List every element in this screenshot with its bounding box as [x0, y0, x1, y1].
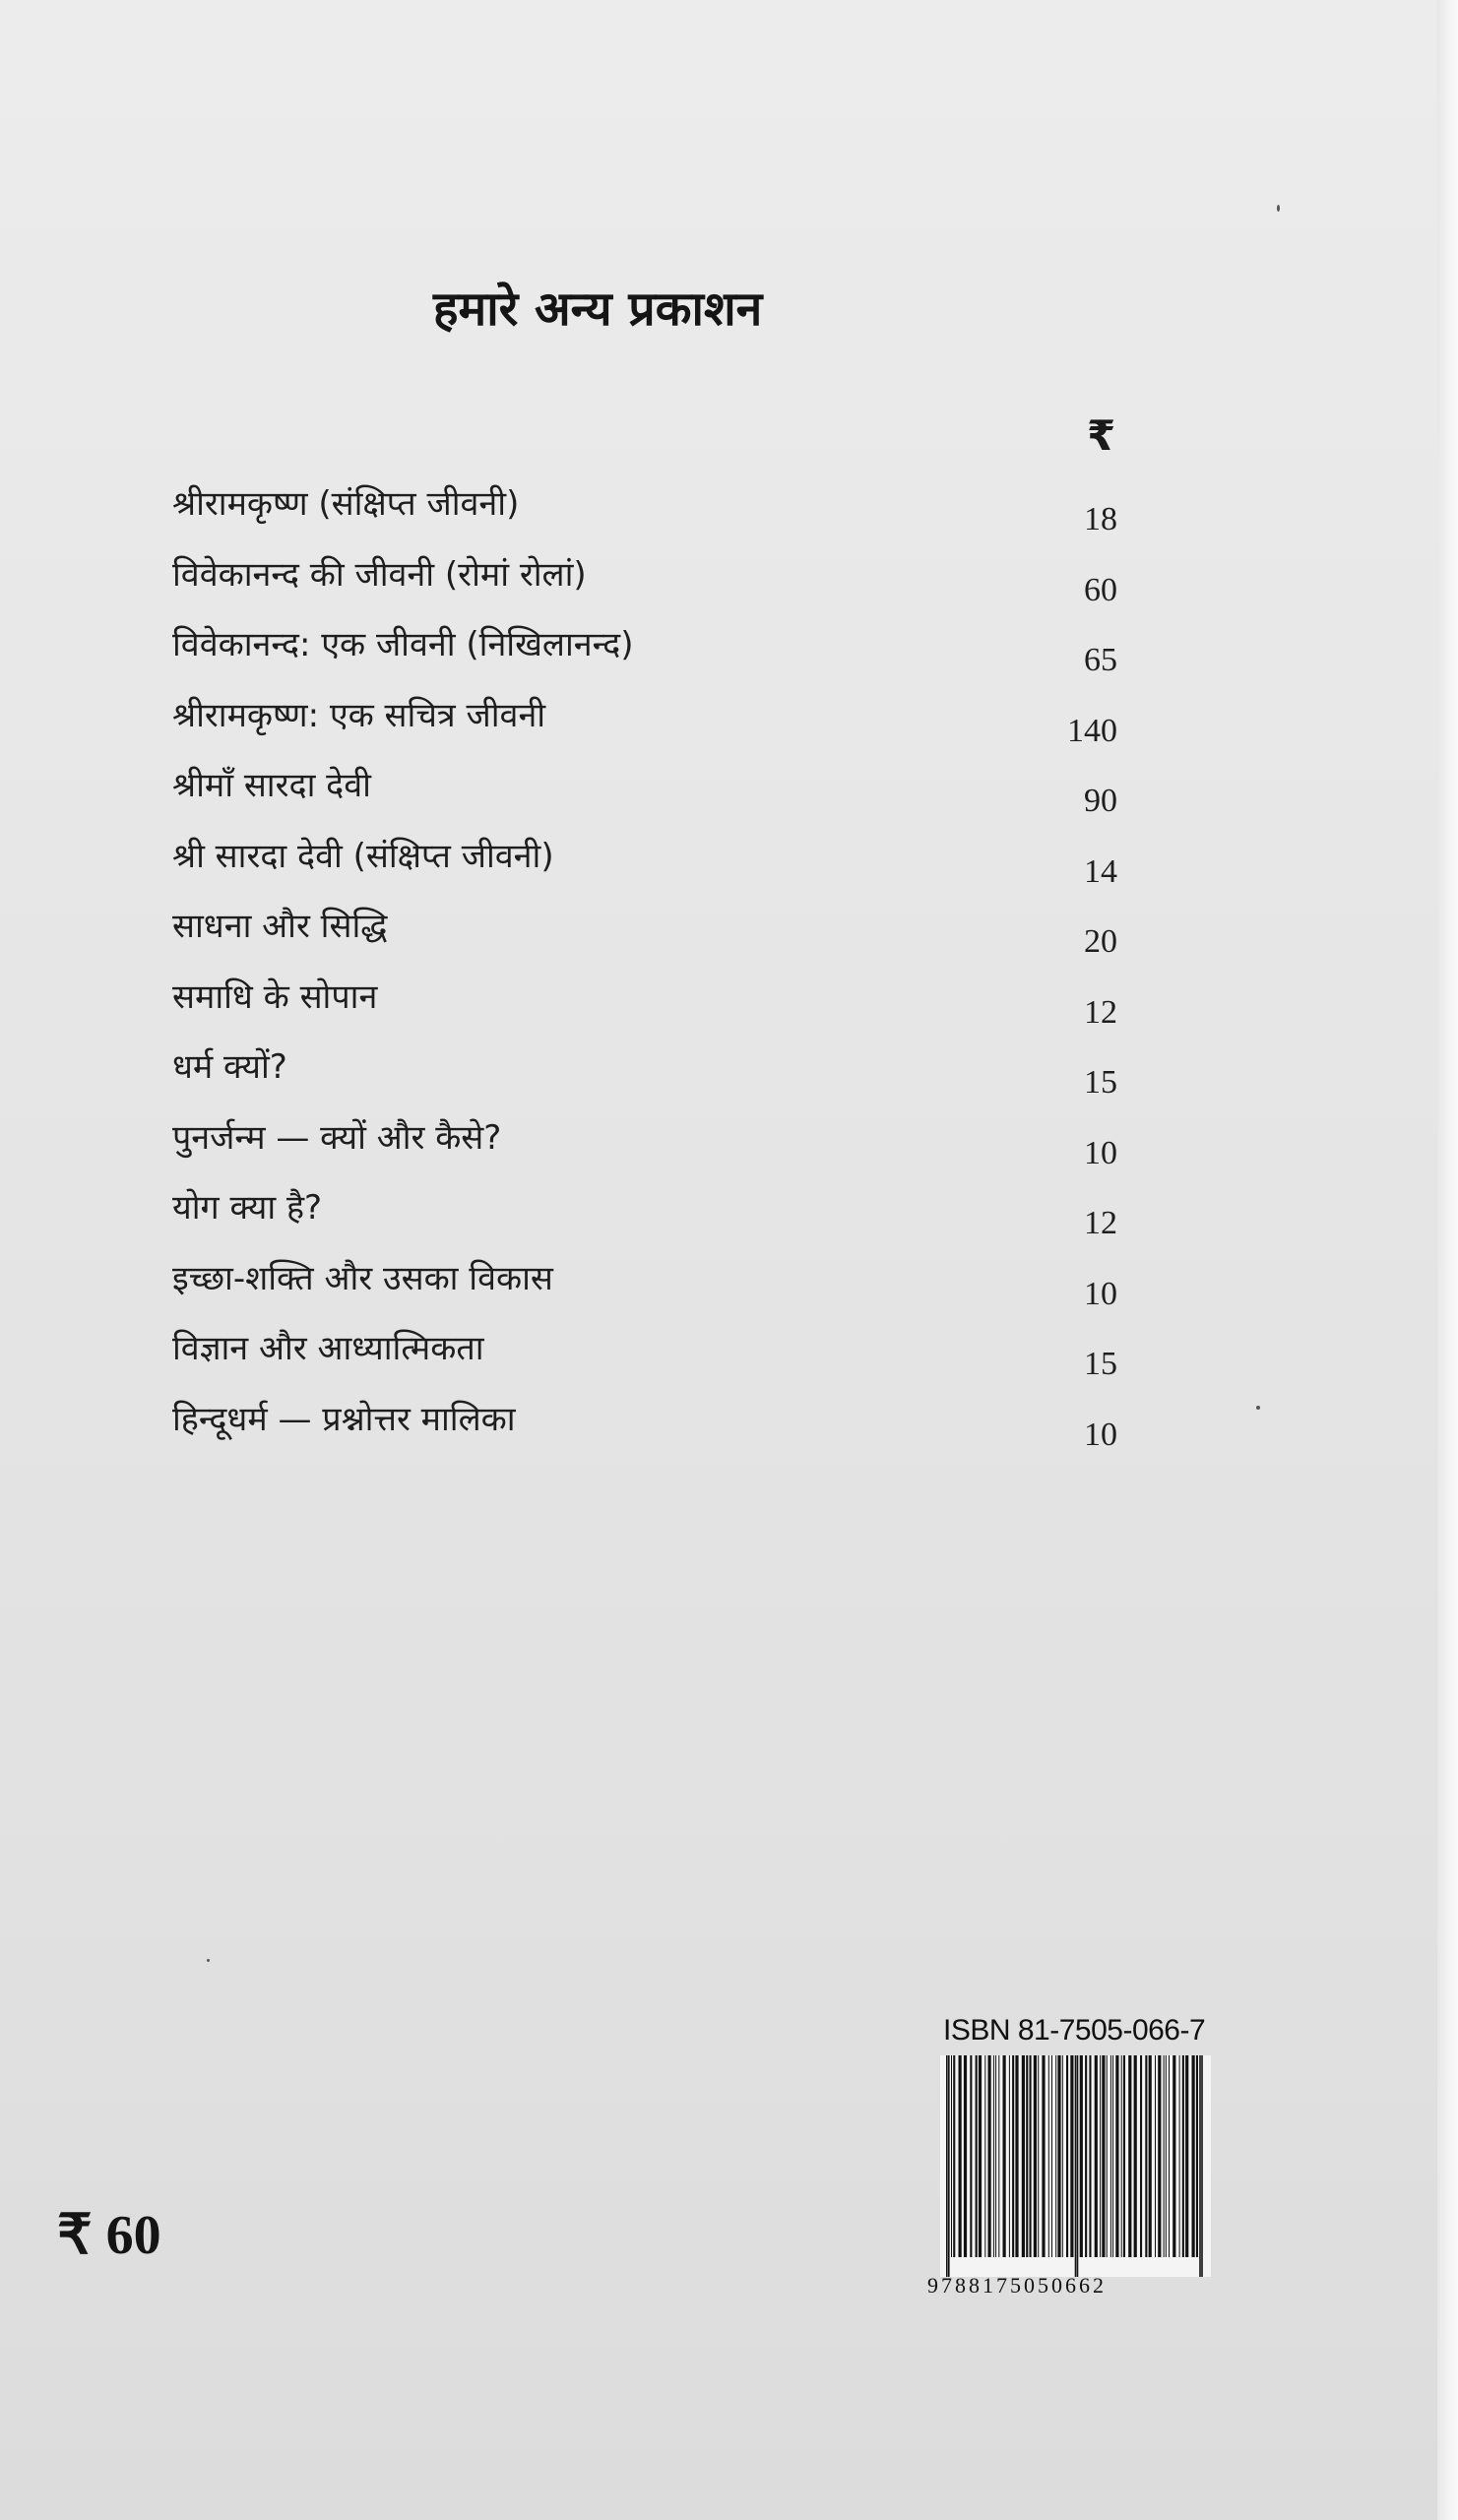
barcode-bar — [1089, 2055, 1091, 2257]
barcode-bar — [1112, 2055, 1113, 2257]
barcode-bar — [1062, 2055, 1063, 2257]
barcode-bar — [979, 2055, 982, 2257]
list-item — [172, 1252, 1157, 1323]
list-item — [172, 1322, 1157, 1393]
book-title: श्रीरामकृष्ण (संक्षिप्त जीवनी) — [172, 484, 520, 524]
barcode-bar — [1026, 2055, 1028, 2257]
list-item — [172, 971, 1157, 1041]
book-title: हिन्दूधर्म — प्रश्नोत्तर मालिका — [172, 1399, 516, 1439]
list-item — [172, 830, 1157, 901]
barcode-bar — [1199, 2055, 1201, 2277]
page-edge — [1437, 0, 1458, 2520]
book-title: साधना और सिद्धि — [172, 907, 388, 946]
barcode-bar — [1075, 2055, 1077, 2277]
barcode-bar — [1055, 2055, 1056, 2257]
barcode-bar — [1085, 2055, 1087, 2257]
barcode-bar — [1051, 2055, 1052, 2257]
barcode-bar — [1077, 2055, 1079, 2277]
list-item — [172, 1040, 1157, 1111]
barcode-bar — [1030, 2055, 1032, 2257]
barcode-icon — [940, 2055, 1211, 2277]
barcode-bar — [1115, 2055, 1118, 2257]
barcode-bar — [1057, 2055, 1060, 2257]
barcode-bar — [998, 2055, 999, 2257]
list-item — [172, 477, 1157, 548]
barcode-bar — [1009, 2055, 1010, 2257]
book-title: श्री सारदा देवी (संक्षिप्त जीवनी) — [172, 836, 554, 876]
barcode-graphic — [940, 2055, 1211, 2277]
barcode-bar — [1048, 2055, 1049, 2257]
book-title: श्रीमाँ सारदा देवी — [172, 766, 371, 805]
book-title: पुनर्जन्म — क्यों और कैसे? — [172, 1117, 502, 1158]
barcode-bar — [1201, 2055, 1203, 2277]
barcode-bar — [1155, 2055, 1156, 2257]
barcode-bar — [1110, 2055, 1111, 2257]
book-title: योग क्या है? — [172, 1188, 323, 1228]
page-title: हमारे अन्य प्रकाशन — [433, 282, 763, 337]
list-item — [172, 689, 1157, 760]
barcode-bar — [976, 2055, 978, 2257]
book-price: 18 — [1084, 501, 1117, 537]
cover-price: ₹ 60 — [57, 2205, 161, 2266]
book-price: 140 — [1067, 712, 1117, 749]
barcode-bar — [1107, 2055, 1108, 2257]
barcode-bar — [1102, 2055, 1105, 2257]
barcode-bar — [1173, 2055, 1175, 2257]
list-item — [172, 1393, 1157, 1464]
barcode-bar — [1066, 2055, 1068, 2257]
book-title: विवेकानन्द की जीवनी (रोमां रोलां) — [172, 554, 587, 595]
barcode-bar — [1164, 2055, 1165, 2257]
barcode-bar — [1182, 2055, 1184, 2257]
book-price: 14 — [1084, 852, 1117, 890]
barcode-bar — [964, 2055, 967, 2257]
book-price: 15 — [1084, 1346, 1117, 1382]
barcode-bar — [1121, 2055, 1122, 2257]
book-price: 12 — [1084, 993, 1117, 1031]
barcode-bar — [1022, 2055, 1025, 2257]
barcode-bar — [1192, 2055, 1195, 2257]
book-title: धर्म क्यों? — [172, 1047, 287, 1087]
list-item — [172, 900, 1157, 971]
barcode-number: 9788175050662 — [927, 2273, 1107, 2298]
book-price: 90 — [1084, 783, 1117, 819]
list-item — [172, 1181, 1157, 1252]
barcode-bar — [1196, 2055, 1198, 2257]
barcode-bar — [1012, 2055, 1014, 2257]
barcode-bar — [1179, 2055, 1180, 2257]
barcode-bar — [1003, 2055, 1006, 2257]
barcode-bar — [946, 2055, 948, 2277]
price-column-header: ₹ — [1087, 411, 1116, 460]
barcode-bar — [948, 2055, 950, 2277]
book-title: श्रीरामकृष्ण: एक सचित्र जीवनी — [172, 695, 546, 735]
paper-speck — [1256, 1406, 1260, 1410]
book-title: विज्ञान और आध्यात्मिकता — [172, 1329, 484, 1368]
barcode-bar — [1169, 2055, 1170, 2257]
barcode-bar — [1038, 2055, 1039, 2257]
book-price: 15 — [1084, 1064, 1117, 1101]
list-item — [172, 548, 1157, 619]
barcode-bar — [1140, 2055, 1142, 2257]
barcode-bar — [995, 2055, 996, 2257]
book-price: 60 — [1084, 571, 1117, 608]
barcode-bar — [1149, 2055, 1152, 2257]
list-item — [172, 1111, 1157, 1182]
barcode-bar — [1080, 2055, 1083, 2257]
book-title: समाधि के सोपान — [172, 976, 378, 1017]
barcode-bar — [951, 2055, 952, 2257]
barcode-bar — [1015, 2055, 1018, 2257]
barcode-bar — [1158, 2055, 1161, 2257]
barcode-bar — [993, 2055, 994, 2257]
book-price: 12 — [1084, 1205, 1117, 1241]
barcode-bar — [1145, 2055, 1147, 2257]
barcode-bar — [1034, 2055, 1037, 2257]
book-price: 20 — [1084, 923, 1117, 960]
barcode-bar — [1134, 2055, 1137, 2257]
barcode-bar — [988, 2055, 991, 2257]
list-item — [172, 618, 1157, 689]
publication-list — [172, 477, 1157, 1463]
book-price: 10 — [1084, 1275, 1117, 1312]
book-title: इच्छा-शक्ति और उसका विकास — [172, 1258, 553, 1298]
isbn-label: ISBN 81-7505-066-7 — [943, 2014, 1206, 2047]
barcode-bar — [1100, 2055, 1101, 2257]
barcode-bar — [984, 2055, 985, 2257]
book-price: 10 — [1084, 1416, 1117, 1453]
barcode-bar — [1123, 2055, 1125, 2257]
barcode-bar — [1128, 2055, 1131, 2257]
book-price: 10 — [1084, 1134, 1117, 1171]
barcode-bar — [1042, 2055, 1045, 2257]
barcode-bar — [953, 2055, 955, 2257]
barcode-bar — [1166, 2055, 1167, 2257]
list-item — [172, 759, 1157, 830]
book-title: विवेकानन्द: एक जीवनी (निखिलानन्द) — [172, 625, 634, 664]
barcode-bar — [959, 2055, 962, 2257]
paper-speck — [207, 1959, 210, 1962]
paper-speck — [1277, 205, 1280, 212]
barcode-bar — [1095, 2055, 1098, 2257]
barcode-bar — [970, 2055, 972, 2257]
barcode-bar — [1070, 2055, 1073, 2257]
barcode-bar — [1185, 2055, 1188, 2257]
book-price: 65 — [1084, 642, 1117, 678]
